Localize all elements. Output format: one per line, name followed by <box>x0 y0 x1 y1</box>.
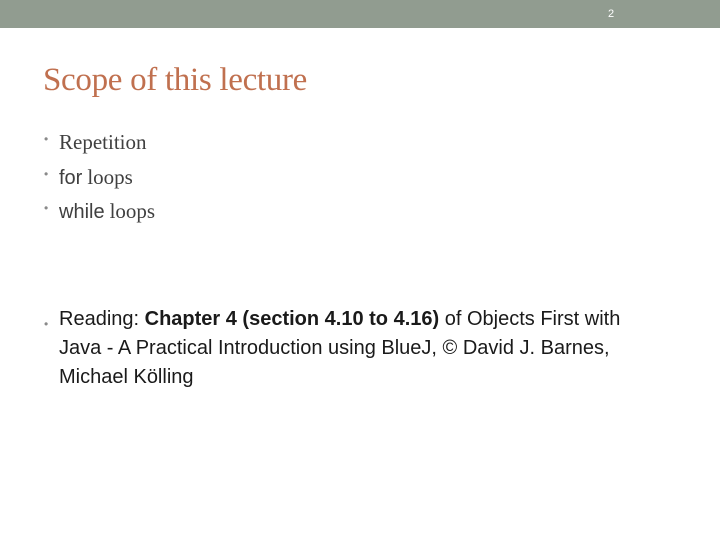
bullet-marker: • <box>44 166 49 181</box>
bullet-marker: • <box>44 201 49 215</box>
slide-number: 2 <box>607 8 615 20</box>
slide-title: Scope of this lecture <box>43 62 308 98</box>
bullet-item-reading <box>44 305 664 392</box>
bullet-keyword: for <box>59 166 83 189</box>
bullet-text: loops <box>87 164 133 189</box>
bullet-text: loops <box>109 199 156 223</box>
bullet-text: Repetition <box>59 130 147 154</box>
reading-suffix: of Objects First with Java - A Practical Introduction using BlueJ, © David J. Barnes, Michael Kölling <box>59 308 621 388</box>
bullet-keyword: while <box>59 201 105 223</box>
reading-text <box>59 305 664 392</box>
slide-header-bar <box>0 0 720 28</box>
bullet-text-group <box>59 165 133 190</box>
bullet-marker: • <box>44 317 49 331</box>
bullet-marker: • <box>44 132 49 146</box>
reading-chapter: Chapter 4 (section 4.10 to 4.16) <box>144 308 440 330</box>
reading-prefix: Reading: <box>59 308 145 330</box>
bullet-text-group <box>59 199 155 224</box>
